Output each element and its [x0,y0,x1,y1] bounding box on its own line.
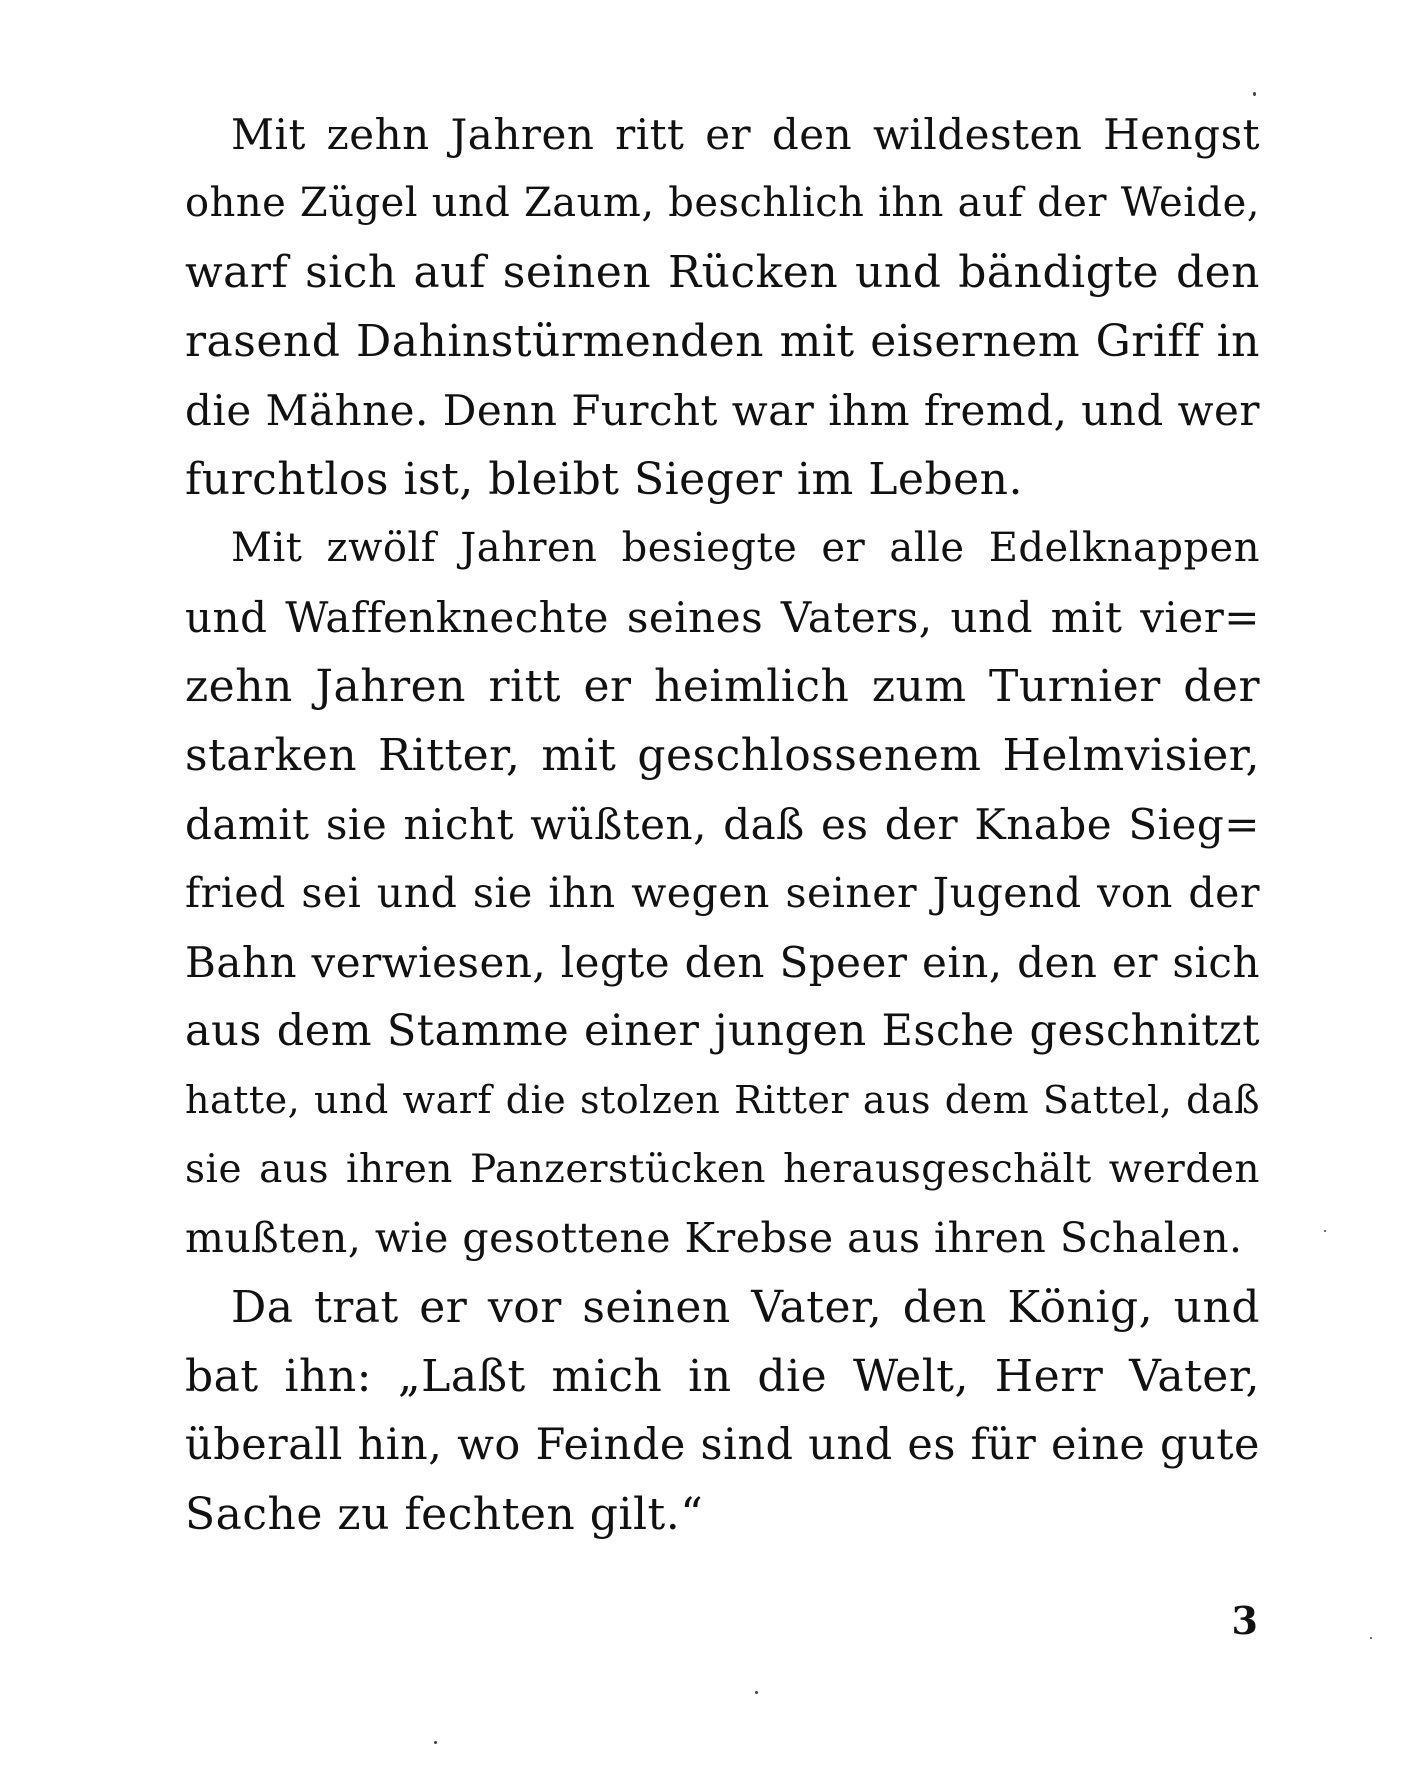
scan-speck [755,1691,758,1694]
text-line: zehn Jahren ritt er heimlich zum Turnier der [185,661,1260,712]
text-line: sie aus ihren Panzerstücken herausgeschält werden [185,1147,1260,1192]
text-line: Mit zwölf Jahren besiegte er alle Edelknappen [231,525,1260,571]
text-line: damit sie nicht wüßten, daß es der Knabe Sieg= [185,800,1260,849]
body-text [185,100,1260,1549]
text-line: Da trat er vor seinen Vater, den König, und [231,1282,1260,1333]
scan-speck [1370,1637,1372,1639]
text-line: und Waffenknechte seines Vaters, und mit vier= [185,593,1260,642]
text-line: ohne Zügel und Zaum, beschlich ihn auf der Weide, [185,180,1260,226]
text-line: aus dem Stamme einer jungen Esche geschnitzt [185,1006,1260,1056]
text-line: starken Ritter, mit geschlossenem Helmvisier, [185,730,1260,781]
text-line: überall hin, wo Feinde sind und es für eine gute [185,1420,1260,1470]
scan-speck [434,1741,437,1744]
text-line: die Mähne. Denn Furcht war ihm fremd, und wer [185,386,1260,435]
text-line: fried sei und sie ihn wegen seiner Jugend von der [185,869,1260,917]
text-line: rasend Dahinstürmenden mit eisernem Griff in [185,316,1260,367]
scan-speck [1253,92,1256,96]
text-line: Bahn verwiesen, legte den Speer ein, den er sich [185,938,1260,987]
text-line: bat ihn: „Laßt mich in die Welt, Herr Vater, [185,1351,1260,1402]
text-line: mußten, wie gesottene Krebse aus ihren Schalen. [185,1214,1243,1262]
text-line: furchtlos ist, bleibt Sieger im Leben. [185,454,1023,505]
text-line: Sache zu fechten gilt.“ [185,1489,704,1540]
page-number: 3 [1231,1598,1258,1643]
text-line: warf sich auf seinen Rücken und bändigte den [185,247,1260,298]
text-line: Mit zehn Jahren ritt er den wildesten Hengst [231,110,1260,159]
scan-speck [1324,1230,1326,1232]
text-line: hatte, und warf die stolzen Ritter aus dem Sattel, daß [185,1078,1260,1122]
